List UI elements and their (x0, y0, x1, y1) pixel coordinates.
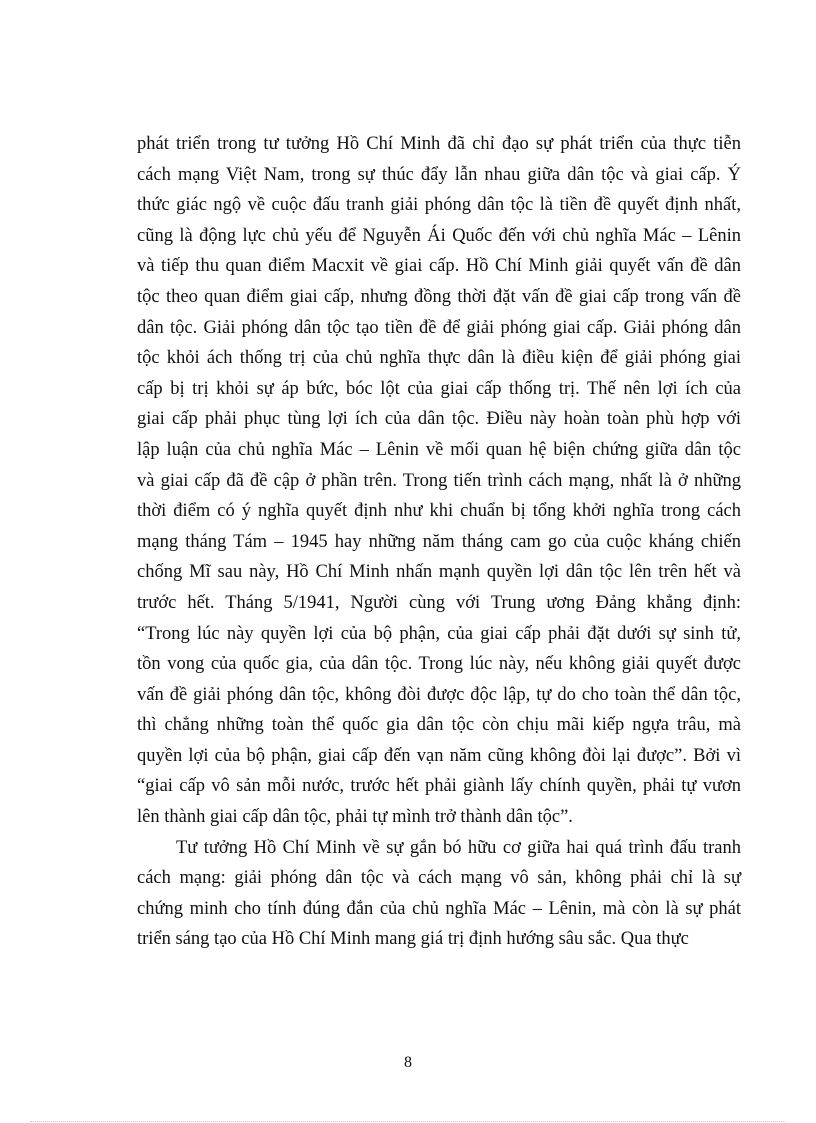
text-line: lên thành giai cấp dân tộc, phải tự mình trở thành dân tộc”. (137, 807, 573, 828)
text-line: thời điểm có ý nghĩa quyết định như khi chuẩn bị tổng khởi nghĩa trong cách (137, 501, 741, 522)
text-line: quyền lợi của bộ phận, giai cấp đến vạn năm cũng không đòi lại được”. Bởi vì (137, 745, 741, 766)
text-line: dân tộc. Giải phóng dân tộc tạo tiền đề để giải phóng giai cấp. Giải phóng dân (137, 317, 741, 338)
text-line: và tiếp thu quan điểm Macxit về giai cấp. Hồ Chí Minh giải quyết vấn đề dân (137, 256, 741, 277)
text-line: cách mạng Việt Nam, trong sự thúc đẩy lẫn nhau giữa dân tộc và giai cấp. Ý (137, 164, 741, 185)
text-line: cách mạng: giải phóng dân tộc và cách mạng vô sản, không phải chỉ là sự (137, 868, 741, 889)
text-line: tộc khỏi ách thống trị của chủ nghĩa thực dân là điều kiện để giải phóng giai (137, 348, 741, 369)
text-line: chống Mĩ sau này, Hồ Chí Minh nhấn mạnh quyền lợi dân tộc lên trên hết và (137, 562, 741, 583)
page-number: 8 (404, 1054, 412, 1071)
text-line: cấp bị trị khỏi sự áp bức, bóc lột của giai cấp thống trị. Thế nên lợi ích của (137, 378, 741, 399)
text-line: chứng minh cho tính đúng đắn của chủ nghĩa Mác – Lênin, mà còn là sự phát (137, 898, 741, 919)
text-line: mạng tháng Tám – 1945 hay những năm tháng cam go của cuộc kháng chiến (137, 531, 741, 552)
text-line: vấn đề giải phóng dân tộc, không đòi được độc lập, tự do cho toàn thể dân tộc, (137, 684, 741, 705)
text-line: “Trong lúc này quyền lợi của bộ phận, của giai cấp phải đặt dưới sự sinh tử, (137, 623, 741, 644)
body-text (137, 129, 741, 955)
text-line: tồn vong của quốc gia, của dân tộc. Trong lúc này, nếu không giải quyết được (137, 654, 741, 675)
text-line: giai cấp phải phục tùng lợi ích của dân tộc. Điều này hoàn toàn phù hợp với (137, 409, 741, 430)
text-line: lập luận của chủ nghĩa Mác – Lênin về mối quan hệ biện chứng giữa dân tộc (137, 439, 741, 460)
text-line: cũng là động lực chủ yếu để Nguyễn Ái Quốc đến với chủ nghĩa Mác – Lênin (137, 225, 741, 246)
text-line: triển sáng tạo của Hồ Chí Minh mang giá trị định hướng sâu sắc. Qua thực (137, 929, 689, 950)
text-line: phát triển trong tư tưởng Hồ Chí Minh đã chỉ đạo sự phát triển của thực tiễn (137, 134, 741, 154)
text-line: thức giác ngộ về cuộc đấu tranh giải phóng dân tộc là tiền đề quyết định nhất, (137, 195, 741, 216)
text-line: và giai cấp đã đề cập ở phần trên. Trong tiến trình cách mạng, nhất là ở những (137, 470, 741, 491)
page-bottom-divider (30, 1121, 786, 1122)
text-line: Tư tưởng Hồ Chí Minh về sự gắn bó hữu cơ giữa hai quá trình đấu tranh (176, 837, 741, 858)
text-line: thì chẳng những toàn thể quốc gia dân tộc còn chịu mãi kiếp ngựa trâu, mà (137, 715, 741, 736)
text-line: tộc theo quan điểm giai cấp, nhưng đồng thời đặt vấn đề giai cấp trong vấn đề (137, 286, 741, 307)
text-line: “giai cấp vô sản mỗi nước, trước hết phải giành lấy chính quyền, phải tự vươn (137, 776, 741, 797)
text-line: trước hết. Tháng 5/1941, Người cùng với Trung ương Đảng khẳng định: (137, 592, 741, 613)
